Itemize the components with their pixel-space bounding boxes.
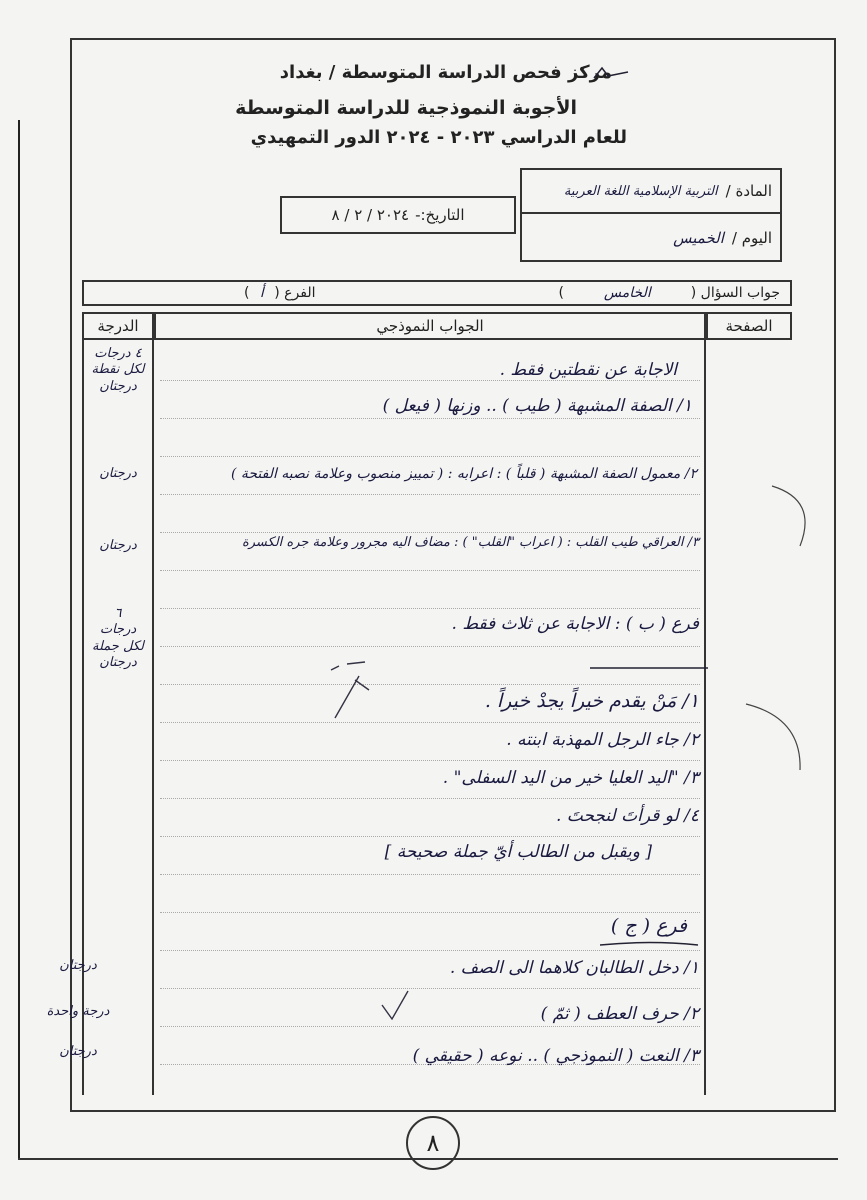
answer-close: ) [558, 285, 564, 301]
date-label: التاريخ:- [415, 206, 465, 224]
ruled-line [160, 380, 700, 381]
document-title: الأجوبة النموذجية للدراسة المتوسطة [235, 97, 577, 119]
answer-line-6: ١/ مَنْ يقدم خيراً يجدْ خيراً . [484, 690, 699, 712]
academic-year: للعام الدراسي ٢٠٢٣ - ٢٠٢٤ الدور التمهيدي [250, 127, 627, 148]
question-header [82, 280, 792, 306]
grade-note-7: درجتان [59, 1044, 97, 1059]
subject-value: التربية الإسلامية اللغة العربية [563, 183, 718, 199]
ruled-line [160, 418, 700, 419]
day-row [522, 216, 780, 260]
branch-value: أ [259, 285, 264, 301]
answer-line-3: ٢/ معمول الصفة المشبهة ( قلباً ) : اعرابه : ( تمييز منصوب وعلامة نصبه الفتحة ) [230, 466, 697, 482]
answer-line-14: ٣/ النعت ( النموذجي ) .. نوعه ( حقيقي ) [412, 1046, 699, 1066]
date-value: ٢٠٢٤ / ٢ / ٨ [331, 206, 410, 224]
grade-note-4: ٦ درجات لكل جملة درجتان [92, 606, 144, 670]
ruled-line [160, 1026, 700, 1027]
ruled-line [160, 950, 700, 951]
answer-line-4: ٣/ العراقي طيب القلب : ( اعراب "القلب" ) : مضاف اليه مجرور وعلامة جره الكسرة [241, 535, 699, 550]
grade-note-1: ٤ درجات لكل نقطة درجتان [91, 346, 145, 394]
center-title: مركز فحص الدراسة المتوسطة / بغداد [279, 62, 612, 83]
scan-edge-left [18, 120, 20, 1160]
answer-value: الخامس [603, 285, 651, 301]
answer-line-8: ٣/ "اليد العليا خير من اليد السفلى" . [442, 768, 699, 788]
day-label: اليوم / [731, 229, 772, 247]
subject-label: المادة / [725, 182, 772, 200]
page-column-line [704, 340, 706, 1095]
underline-mark [600, 940, 700, 948]
margin-arc-mark [742, 700, 812, 780]
grade-note-2: درجتان [99, 466, 137, 481]
margin-arc-mark [770, 480, 820, 550]
ruled-line [160, 456, 700, 457]
grade-column-header: الدرجة [82, 312, 154, 340]
ruled-line [160, 722, 700, 723]
answer-line-9: ٤/ لو قرأتَ لنجحتَ . [555, 806, 699, 826]
check-mark [378, 985, 418, 1025]
answer-line-7: ٢/ جاء الرجل المهذبة ابنته . [506, 730, 699, 750]
ruled-line [160, 874, 700, 875]
answer-line-2: ١/ الصفة المشبهة ( طيب ) .. وزنها ( فيعل ) [382, 396, 692, 416]
ruled-line [160, 570, 700, 571]
branch-label: الفرع ( [274, 285, 316, 301]
ruled-line [160, 608, 700, 609]
ruled-line [160, 912, 700, 913]
answer-line-5: فرع ( ب ) : الاجابة عن ثلاث فقط . [451, 614, 699, 634]
correction-squiggle [325, 660, 375, 720]
ruled-line [160, 988, 700, 989]
answer-line-11: فرع ( ج ) [610, 915, 687, 937]
corner-check-mark [592, 64, 632, 84]
answer-line-12: ١/ دخل الطالبان كلاهما الى الصف . [449, 958, 699, 978]
answer-label: جواب السؤال ( [690, 285, 780, 301]
grade-column-right-line [152, 340, 154, 1095]
answer-line-10: [ ويقبل من الطالب أيّ جملة صحيحة ] [384, 842, 652, 862]
answer-line-13: ٢/ حرف العطف ( ثمّ ) [540, 1004, 699, 1024]
grade-note-6: درجة واحدة [46, 1004, 110, 1019]
branch-close: ) [244, 285, 250, 301]
ruled-line [160, 532, 700, 533]
day-value: الخميس [673, 229, 724, 247]
subject-row [522, 170, 780, 214]
branch-group [244, 285, 316, 301]
ruled-line [160, 798, 700, 799]
page-number: ٨ [406, 1116, 460, 1170]
info-box [520, 168, 782, 262]
answer-column-header: الجواب النموذجي [154, 312, 706, 340]
grade-column-left-line [82, 340, 84, 1095]
underline-mark [590, 664, 710, 672]
ruled-line [160, 646, 700, 647]
page-column-header: الصفحة [706, 312, 792, 340]
date-box [280, 196, 516, 234]
answer-line-1: الاجابة عن نقطتين فقط . [499, 360, 677, 380]
grade-note-5: درجتان [59, 958, 97, 973]
grade-note-3: درجتان [99, 538, 137, 553]
ruled-line [160, 494, 700, 495]
ruled-line [160, 760, 700, 761]
ruled-line [160, 836, 700, 837]
ruled-line [160, 684, 700, 685]
